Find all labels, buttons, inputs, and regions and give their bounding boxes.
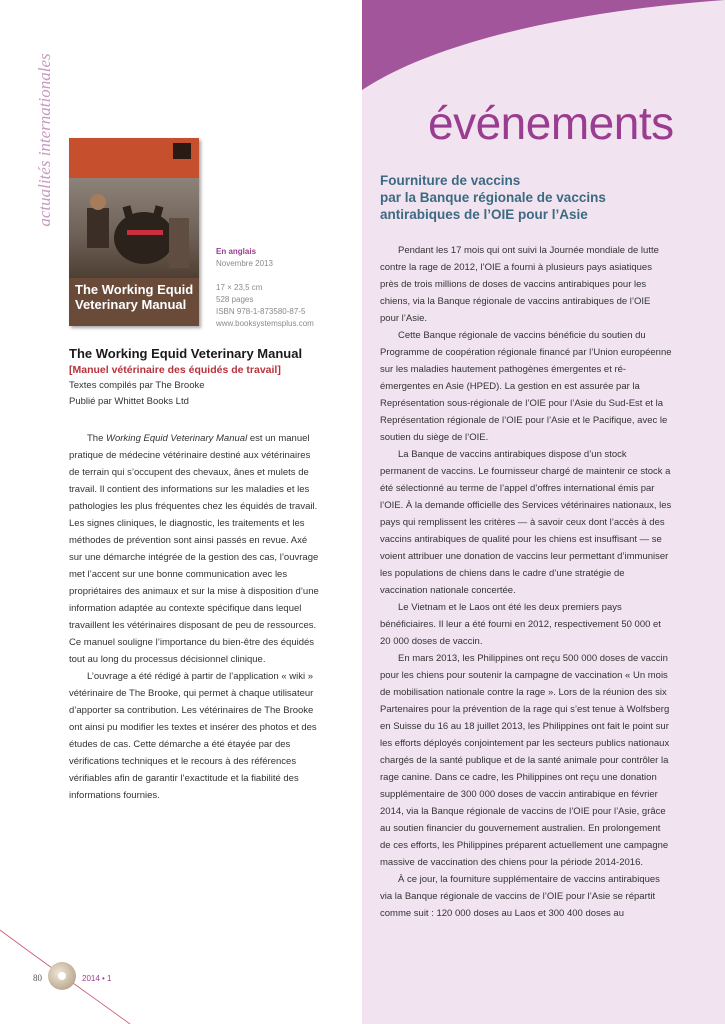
cover-title-line-1: The Working Equid [75,282,194,297]
page-number: 80 [33,973,42,983]
book-title: The Working Equid Veterinary Manual [69,346,303,361]
headline-line-2: par la Banque régionale de vaccins [380,190,606,205]
review-paragraph-2: L’ouvrage a été rédigé à partir de l’application « wiki » vétérinaire de The Brooke, qui permet à chaque utilisateur d’apporter sa contribution. Les vétérinaires de The Brooke ont ainsi pu modifier les textes et insérer des photos et des études de cas. Cette démarche a été étayée par des vérifications techniques et le recours à des références vérifiables afin de garantir l’exactitude et la fiabilité des informations fournies. [69,671,317,801]
disc-hole [58,972,66,980]
book-publisher: Publié par Whittet Books Ltd [69,396,189,407]
issue-number: 2014 • 1 [82,974,112,983]
review-p1-rest: est un manuel pratique de médecine vétérinaire destiné aux vétérinaires de terrain qui s’occupent des chevaux, ânes et mulets de travail. Il contient des informations sur les maladies et les pathologies les plus fréquentes chez les équidés de travail. Les signes cliniques, le diagnostic, les traitements et les méthodes de prévention sont ainsi passés en revue. Axé sur une démarche intégrée de la gestion des cas, l’ouvrage met l’accent sur une bonne communication avec les propriétaires des animaux et sur la mise à disposition d’une information adaptée au contexte spécifique dans lequel travaillent les vétérinaires disposant de peu de ressources. Ce manuel souligne l’importance du bien-être des équidés tout au long du processus décisionnel clinique. [69,433,319,665]
rubric-text: actualités internationales [35,53,54,227]
book-review-body [69,430,319,804]
headline-line-1: Fourniture de vaccins [380,173,521,188]
book-isbn: ISBN 978-1-873580-87-5 [216,307,306,316]
book-subtitle: [Manuel vétérinaire des équidés de travail] [69,364,281,376]
cover-photo [69,178,199,278]
book-language: En anglais [216,247,257,256]
article-paragraph-6: À ce jour, la fourniture supplémentaire de vaccins antirabiques via la Banque régionale de vaccins de l’OIE pour l’Asie se répartit comme suit : 120 000 doses au Laos et 300 400 doses au [380,874,660,919]
book-url: www.booksystemsplus.com [216,319,314,328]
review-p1-lead: The [87,433,107,444]
article-paragraph-3: La Banque de vaccins antirabiques dispose d’un stock permanent de vaccins. Le fournisseur chargé de maintenir ce stock a été sélectionné au terme de l’appel d’offres international émis par l’OIE. À la demande officielle des Services vétérinaires nationaux, les pays qui remplissent les critères — à savoir ceux dont l’accès à des vaccins antirabiques de qualité pour les chiens est insuffisant — se voient attribuer une donation de vaccins leur permettant d’immuniser les populations de chiens dans le cadre d’une stratégie de vaccination nationale concertée. [380,449,672,596]
headline-line-3: antirabiques de l’OIE pour l’Asie [380,207,588,222]
cover-title-line-2: Veterinary Manual [75,297,187,312]
book-header [69,345,319,410]
bulletin-disc-icon [48,962,76,990]
mule-illustration [69,178,199,278]
article-paragraph-4: Le Vietnam et le Laos ont été les deux premiers pays bénéficiaires. Il leur a été fourni en 2012, respectivement 50 000 et 20 000 doses de vaccin. [380,602,661,647]
book-cover-image [69,138,199,326]
section-title: événements [428,97,674,149]
article-paragraph-5: En mars 2013, les Philippines ont reçu 500 000 doses de vaccin pour les chiens pour soutenir la campagne de vaccination « Un mois de mobilisation nationale contre la rage ». Lors de la réunion des six Partenaires pour la prévention de la rage qui s’est tenue à Wolfsberg en Suisse du 16 au 18 juillet 2013, les Philippines ont fait le point sur les efforts déployés conjointement par les secteurs publics nationaux chargés de la santé publique et de la santé animale pour contrôler la rage canine. Dans ce cadre, les Philippines ont reçu une donation supplémentaire de 300 000 doses de vaccin antirabique en février 2014, via la Banque régionale de vaccins de l’OIE pour l’Asie, grâce au soutien financier du gouvernement australien. En prolongement de ces efforts, les Philippines préparent actuellement une campagne massive de vaccination des chiens pour la période 2014-2016. [380,653,670,868]
review-paragraph-1 [69,430,319,668]
book-compiler: Textes compilés par The Brooke [69,380,205,391]
meta-spacer [216,270,356,282]
article-headline [380,172,670,223]
article-paragraph-1: Pendant les 17 mois qui ont suivi la Journée mondiale de lutte contre la rage de 2012, l’OIE a fourni à plusieurs pays asiatiques près de trois millions de doses de vaccins antirabiques pour les chiens, via la Banque régionale de vaccins antirabiques de l’OIE pour l’Asie. [380,245,659,324]
purple-swoosh [362,0,725,90]
book-dimensions: 17 × 23,5 cm [216,283,263,292]
publisher-logo [173,143,191,159]
vertical-rubric [30,50,58,240]
cover-title [75,282,195,312]
article-body [380,242,672,922]
book-date: Novembre 2013 [216,259,273,268]
article-paragraph-2: Cette Banque régionale de vaccins bénéficie du soutien du Programme de coopération régionale financé par l’Union européenne sur les maladies hautement pathogènes émergentes et ré-émergentes en Asie (HPED). La gestion en est assurée par la Représentation sous-régionale de l’OIE pour l’Asie du Sud-Est et la Représentation régionale de l’OIE pour l’Asie et le Pacifique, avec le soutien du siège de l’OIE. [380,330,672,443]
book-metadata [216,246,356,330]
review-p1-title: Working Equid Veterinary Manual [106,433,248,444]
book-pages: 528 pages [216,295,254,304]
